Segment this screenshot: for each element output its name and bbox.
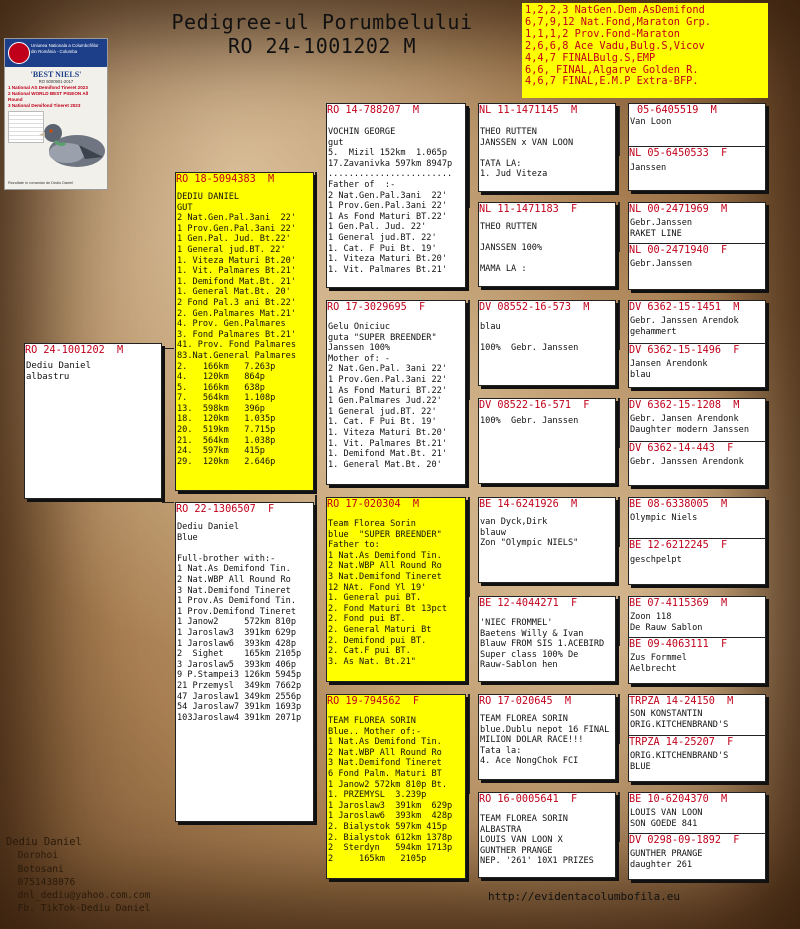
achievements-line: 1,1,1,2 Prov.Fond-Maraton [525, 27, 680, 40]
achievements-line: 1,2,2,3 NatGen.Dem.AsDemifond [525, 4, 705, 16]
pigeon-card-dam-sire[interactable] [326, 497, 466, 682]
pigeon-details: TEAM FLOREA SORIN ALBASTRA LOUIS VAN LOON X GUNTHER PRANGE NEP. '261' 10X1 PRIZES [480, 814, 594, 867]
union-logo-icon [8, 42, 30, 64]
connector-line [468, 108, 470, 208]
pigeon-details: Team Florea Sorin blue "SUPER BREENDER" Father to: 1 Nat.As Demifond Tin. 2 Nat.WBP All Round Ro 3 Nat.Demifond Tineret 12 NAt. Fond Yl 19' 1. General pui BT. 2. Fond Maturi Bt 13pct 2. Fond pui BT. 2. General Maturi Bt 2. Demifond pui BT. 2. Cat.F pui BT. 3. As Nat. Bt.21" [328, 519, 447, 667]
pigeon-card-dam[interactable] [175, 502, 314, 822]
ring-number: DV 6362-15-1208 M [629, 400, 740, 411]
pigeon-card-g3[interactable] [478, 596, 616, 682]
ring-number: RO 17-3029695 F [327, 302, 426, 313]
pigeon-pair-g4 [628, 202, 766, 290]
pigeon-card-g3[interactable] [478, 300, 616, 386]
pigeon-details: 'NIEC FROMMEL' Baetens Willy & Ivan Blauw FROM SIS 1.ACEBIRD Super class 100% De Rauw-Sablon hen [480, 618, 605, 671]
ring-number: 05-6405519 M [637, 105, 717, 116]
ring-number: DV 6362-15-1496 F [629, 345, 740, 356]
connector-line [162, 348, 164, 502]
pigeon-pair-g4 [628, 497, 766, 585]
pigeon-pair-g4 [628, 792, 766, 880]
pigeon-details: Gebr. Jansen Arendonk Daughter modern Janssen [630, 414, 749, 435]
connector-line [618, 792, 620, 842]
owner-email[interactable]: dnl_dediu@yahoo.com.com [17, 890, 151, 902]
pigeon-card-sire-sire[interactable] [326, 103, 466, 288]
pigeon-details: TEAM FLOREA SORIN Blue.. Mother of:- 1 Nat.As Demifond Tin. 2 Nat.WBP All Round Ro 3 Nat.Demifond Tineret 6 Fond Palm. Maturi BT 1 Janow2 572km 810p Bt. 1. PRZEMYSL 3.239p 1 Jaroslaw3 391km 629p 1 Jaroslaw6 393km 428p 2. Bialystok 597km 415p 2. Bialystok 612km 1378p 2 Sterdyn 594km 1713p 2 165km 2105p [328, 716, 453, 864]
connector-line [315, 172, 317, 390]
pigeon-details: THEO RUTTEN JANSSEN x VAN LOON TATA LA: 1. Jud Viteza [480, 127, 574, 180]
pigeon-details: TEAM FLOREA SORIN blue.Dublu nepot 16 FINAL MILION DOLAR RACE!!! Tata la: 4. Ace NongChok FCI [480, 714, 610, 767]
ring-number: NL 11-1471145 M [479, 105, 578, 116]
pigeon-details: VOCHIN GEORGE gut 5. Mizil 152km 1.065p 17.Zavanivka 597km 8947p ........................ Father of :- 2 Nat.Gen.Pal.3ani 22' 1 Prov.Gen.Pal.3ani 22' 1 As Fond Maturi BT.22' 1 Gen.Pal. Jud. 22' 1 General jud.BT. 22' 1. Cat. F Pui Bt. 19' 1. Viteza Maturi Bt.20' 1. Vit. Palmares Bt.21' [328, 127, 453, 275]
pigeon-card-dam-dam[interactable] [326, 694, 466, 879]
owner-name: Dediu Daniel [6, 836, 82, 848]
pigeon-details: Gebr.Janssen [630, 259, 693, 269]
owner-contact [6, 836, 150, 916]
pigeon-details: ORIG.KITCHENBRAND'S BLUE [630, 751, 729, 772]
pigeon-details: Janssen [630, 163, 667, 173]
ring-number: RO 18-5094383 M [176, 174, 275, 185]
ring-number: RO 17-020645 M [479, 696, 572, 707]
pigeon-details: Gebr. Janssen Arendonk [630, 457, 744, 467]
ring-number: RO 24-1001202 M [25, 345, 124, 356]
poster-footer: Rezultate in romanian de Dediu Daniel [8, 181, 74, 185]
ring-number: NL 05-6450533 F [629, 148, 728, 159]
connector-line [618, 694, 620, 744]
poster-achievement: 3 National Demifond Tineret 2023 [8, 103, 81, 108]
ring-number: BE 07-4115369 M [629, 598, 728, 609]
pigeon-details: geschpelpt [630, 555, 682, 565]
owner-phone: 0751438076 [17, 876, 76, 888]
pigeon-card-sire[interactable] [175, 172, 314, 491]
title-line-1: Pedigree-ul Porumbelului [171, 10, 473, 34]
pigeon-card-g4[interactable] [629, 637, 765, 684]
connector-line [618, 596, 620, 646]
pigeon-pair-g4 [628, 103, 766, 191]
ring-number: NL 11-1471183 F [479, 204, 578, 215]
ring-number: RO 16-0005641 F [479, 794, 578, 805]
ring-number: DV 6362-14-443 F [629, 443, 734, 454]
pigeon-card-g4[interactable] [629, 833, 765, 880]
ring-number: BE 12-4044271 F [479, 598, 578, 609]
pigeon-card-subject[interactable] [24, 343, 162, 499]
owner-county: Botosani [17, 863, 64, 875]
pigeon-card-g4[interactable] [629, 203, 765, 243]
title-line-2: RO 24-1001202 M [227, 34, 417, 58]
pigeon-details: Dediu Daniel albastru [26, 361, 92, 382]
connector-line [468, 300, 470, 400]
achievements-line: 6,7,9,12 Nat.Fond,Maraton Grp. [525, 15, 711, 28]
poster-badge: 'BEST NIELS' [30, 70, 82, 79]
ring-number: DV 08522-16-571 F [479, 400, 590, 411]
connector-line [618, 398, 620, 448]
pigeon-card-g3[interactable] [478, 398, 616, 484]
pigeon-details: Zoon 118 De Rauw Sablon [630, 612, 703, 633]
pigeon-details: DEDIU DANIEL GUT 2 Nat.Gen.Pal.3ani 22' 1 Prov.Gen.Pal.3ani 22' 1 Gen.Pal. Jud. Bt.22' 1 General jud.BT. 22' 1. Viteza Maturi Bt.20' 1. Vit. Palmares Bt.21' 1. Demifond Mat.Bt. 21' 1. General Mat.Bt. 20' 2 Fond Pal.3 ani Bt.22' 2. Gen.Palmares Mat.21' 4. Prov. Gen.Palmares 3. Fond Palmares Bt.21' 41. Prov. Fond Palmares 83.Nat.General Palmares 2. 166km 7.263p 4. 120km 864p 5. 166km 638p 7. 564km 1.108p 13. 598km 396p 18. 120km 1.035p 20. 519km 7.715p 21. 564km 1.038p 24. 597km 415p 29. 120km 2.646p [177, 192, 296, 467]
ring-number: NL 00-2471969 M [629, 204, 728, 215]
pigeon-card-g3[interactable] [478, 497, 616, 583]
ring-number: DV 0298-09-1892 F [629, 835, 740, 846]
achievements-line: 4,6,7 FINAL,E.M.P Extra-BFP. [525, 75, 699, 88]
pigeon-details: Gelu Oniciuc guta "SUPER BREENDER" Janssen 100% Mother of: - 2 Nat.Gen.Pal. 3ani 22' 1 Prov.Gen.Pal.3ani 22' 1 As Fond Maturi BT.22' 1 Gen.Palmares Jud.22' 1 General jud.BT. 22' 1. Cat. F Pui Bt. 19' 1. Viteza Maturi Bt.20' 1. Vit. Palmares Bt.21' 1. Demifond Mat.Bt. 21' 1. General Mat.Bt. 20' [328, 322, 447, 470]
pigeon-pair-g4 [628, 300, 766, 388]
ring-number: TRPZA 14-25207 F [629, 737, 734, 748]
pigeon-card-g4[interactable] [629, 695, 765, 735]
pigeon-details: Jansen Arendonk blau [630, 359, 708, 380]
ring-number: RO 22-1306507 F [176, 504, 275, 515]
pigeon-card-g4[interactable] [629, 104, 765, 146]
ring-number: BE 09-4063111 F [629, 639, 728, 650]
pigeon-details: Olympic Niels [630, 513, 698, 523]
pigeon-details: THEO RUTTEN JANSSEN 100% MAMA LA : [480, 222, 543, 275]
ring-number: DV 08552-16-573 M [479, 302, 590, 313]
ring-number: RO 14-788207 M [327, 105, 420, 116]
ring-number: RO 17-020304 M [327, 499, 420, 510]
pigeon-card-g4[interactable] [629, 441, 765, 486]
pigeon-card-g4[interactable] [629, 399, 765, 441]
connector-line [618, 300, 620, 350]
pigeon-details: Van Loon [630, 117, 672, 127]
pigeon-details: Gebr.Janssen RAKET LINE [630, 218, 693, 239]
poster-achievement: 1 National AS Demifond Tineret 2023 [8, 85, 88, 90]
pigeon-card-g4[interactable] [629, 735, 765, 782]
connector-line [162, 348, 174, 349]
pigeon-details: Gebr. Janssen Arendok gehammert [630, 316, 739, 337]
connector-line [618, 497, 620, 547]
pigeon-card-g4[interactable] [629, 793, 765, 833]
pigeon-details: Zus Formmel Aelbrecht [630, 653, 687, 674]
connector-line [315, 495, 317, 713]
pigeon-details: LOUIS VAN LOON SON GOEDE 841 [630, 808, 703, 829]
pigeon-card-g3[interactable] [478, 694, 616, 780]
pigeon-card-g4[interactable] [629, 597, 765, 637]
pigeon-card-g4[interactable] [629, 538, 765, 585]
ring-number: BE 10-6204370 M [629, 794, 728, 805]
pigeon-card-g4[interactable] [629, 498, 765, 538]
pigeon-details: Dediu Daniel Blue Full-brother with:- 1 Nat.As Demifond Tin. 2 Nat.WBP All Round Ro 3 Nat.Demifond Tineret 1 Prov.As Demifond Tin. 1 Prov.Demifond Tineret 1 Janow2 572km 810p 1 Jaroslaw3 391km 629p 1 Jaroslaw6 393km 428p 2 Sighet 165km 2105p 3 Jaroslaw5 393km 406p 9 P.Stampei3 126km 5945p 21 Przemysl 349km 7662p 47 Jaroslaw1 349km 2556p 54 Jaroslaw7 391km 1693p 103Jaroslaw4 391km 2071p [177, 522, 302, 723]
achievements-note [522, 3, 768, 98]
pigeon-pair-g4 [628, 694, 766, 782]
ring-number: NL 00-2471940 F [629, 245, 728, 256]
achievements-line: 4,4,7 FINALBulg.S,EMP [525, 51, 656, 64]
achievements-line: 6,6, FINAL,Algarve Golden R. [525, 63, 699, 76]
ring-number: BE 14-6241926 M [479, 499, 578, 510]
pigeon-pair-g4 [628, 398, 766, 486]
pigeon-card-sire-dam[interactable] [326, 300, 466, 485]
pigeon-card-g3[interactable] [478, 792, 616, 878]
pigeon-pair-g4 [628, 596, 766, 684]
best-niels-poster [4, 38, 108, 190]
pigeon-details: blau 100% Gebr. Janssen [480, 322, 579, 354]
ring-number: DV 6362-15-1451 M [629, 302, 740, 313]
owner-social: Fb. TikTok-Dediu Daniel [17, 903, 151, 915]
connector-line [162, 502, 174, 503]
ring-number: BE 08-6338005 M [629, 499, 728, 510]
pigeon-card-g4[interactable] [629, 243, 765, 290]
connector-line [618, 106, 620, 156]
ring-number: BE 12-6212245 F [629, 540, 728, 551]
poster-header: Uniunea Nationala a Columbofililor din România - Columba [31, 43, 99, 54]
pigeon-card-g4[interactable] [629, 146, 765, 191]
poster-ring: RO 5000901-2017 [38, 79, 74, 84]
achievements-line: 2,6,6,8 Ace Vadu,Bulg.S,Vicov [525, 39, 705, 52]
connector-line [468, 694, 470, 794]
pigeon-details: van Dyck,Dirk blauw Zon "Olympic NIELS" [480, 517, 579, 549]
website-link[interactable]: http://evidentacolumbofila.eu [488, 890, 681, 903]
poster-achievement: 2 National WORLD BEST PIGEON All Round [8, 91, 89, 102]
pigeon-details: SON KONSTANTIN ORIG.KITCHENBRAND'S [630, 709, 729, 730]
pigeon-icon [37, 117, 107, 173]
pigeon-card-g3[interactable] [478, 202, 616, 287]
ring-number: TRPZA 14-24150 M [629, 696, 734, 707]
connector-line [468, 497, 470, 597]
pigeon-details: 100% Gebr. Janssen [480, 416, 579, 426]
ring-number: RO 19-794562 F [327, 696, 420, 707]
pigeon-card-g3[interactable] [478, 103, 616, 192]
pigeon-details: GUNTHER PRANGE daughter 261 [630, 849, 703, 870]
page-title [152, 10, 492, 58]
owner-city: Dorohoi [17, 850, 58, 862]
pigeon-card-g4[interactable] [629, 301, 765, 343]
connector-line [618, 202, 620, 252]
pigeon-card-g4[interactable] [629, 343, 765, 388]
